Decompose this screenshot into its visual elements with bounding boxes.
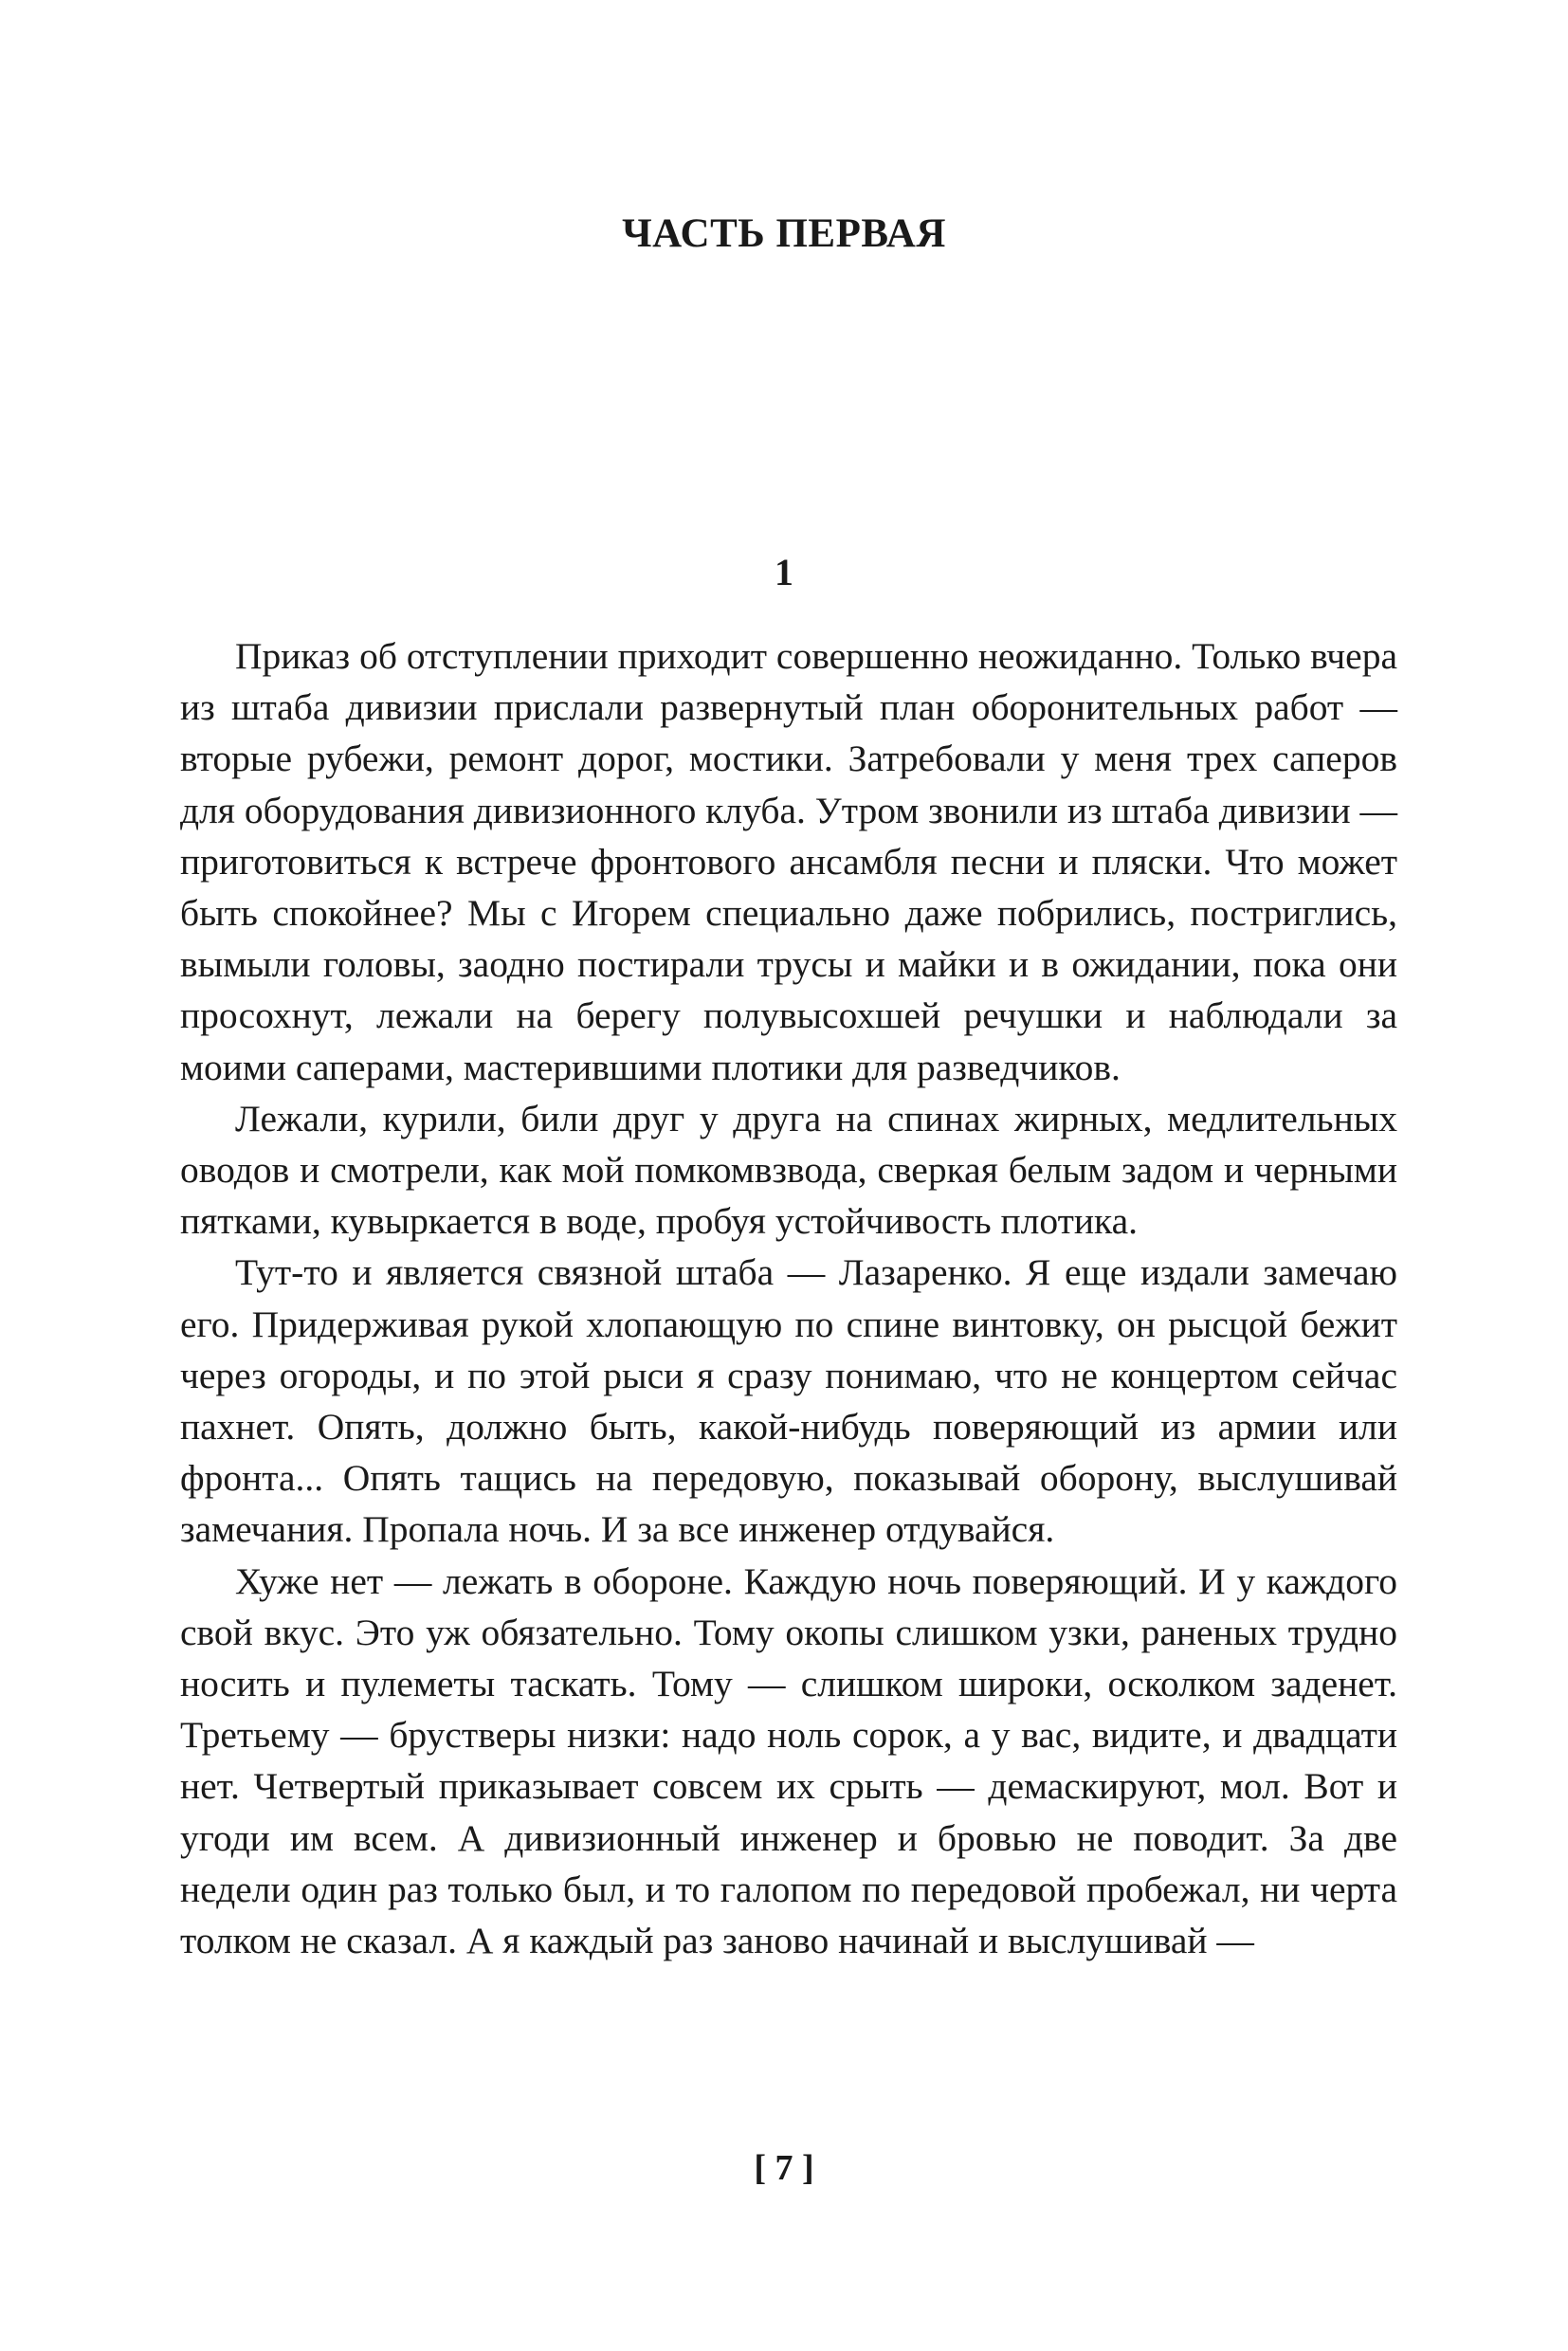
paragraph: Приказ об отступлении приходит совершенно неожиданно. Только вчера из штаба дивизии прислали развернутый план оборонительных работ — вторые рубежи, ремонт дорог, мостики. Затребовали у меня трех саперов для оборудования дивизионного клуба. Утром звонили из штаба дивизии — приготовиться к встрече фронтового ансамбля песни и пляски. Что может быть спокойнее? Мы с Игорем специально даже побрились, постриглись, вымыли головы, заодно постирали трусы и майки и в ожидании, пока они просохнут, лежали на берегу полувысохшей речушки и наблюдали за моими саперами, мастерившими плотики для разведчиков. [180,635,1397,1088]
paragraph: Лежали, курили, били друг у друга на спинах жирных, медлительных оводов и смотрели, как мой помкомвзвода, сверкая белым задом и черными пятками, кувыркается в воде, пробуя устойчивость плотика. [180,1097,1397,1243]
page-number: [ 7 ] [754,2148,814,2188]
chapter-number: 1 [775,551,793,593]
body-text [180,630,1397,1966]
paragraph: Тут-то и является связной штаба — Лазаренко. Я еще издали замечаю его. Придерживая рукой хлопающую по спине винтовку, он рысцой бежит через огороды, и по этой рыси я сразу понимаю, что не концертом сейчас пахнет. Опять, должно быть, какой-нибудь поверяющий из армии или фронта... Опять тащись на передовую, показывай оборону, выслушивай замечания. Пропала ночь. И за все инженер отдувайся. [180,1251,1397,1551]
part-title: ЧАСТЬ ПЕРВАЯ [622,211,946,256]
paragraph: Хуже нет — лежать в обороне. Каждую ночь поверяющий. И у каждого свой вкус. Это уж обязательно. Тому окопы слишком узки, раненых трудно носить и пулеметы таскать. Тому — слишком широки, осколком заденет. Третьему — брустверы низки: надо ноль сорок, а у вас, видите, и двадцати нет. Четвертый приказывает совсем их срыть — демаскируют, мол. Вот и угоди им всем. А дивизионный инженер и бровью не поводит. За две недели один раз только был, и то галопом по передовой пробежал, ни черта толком не сказал. А я каждый раз заново начинай и выслушивай — [180,1559,1397,1962]
